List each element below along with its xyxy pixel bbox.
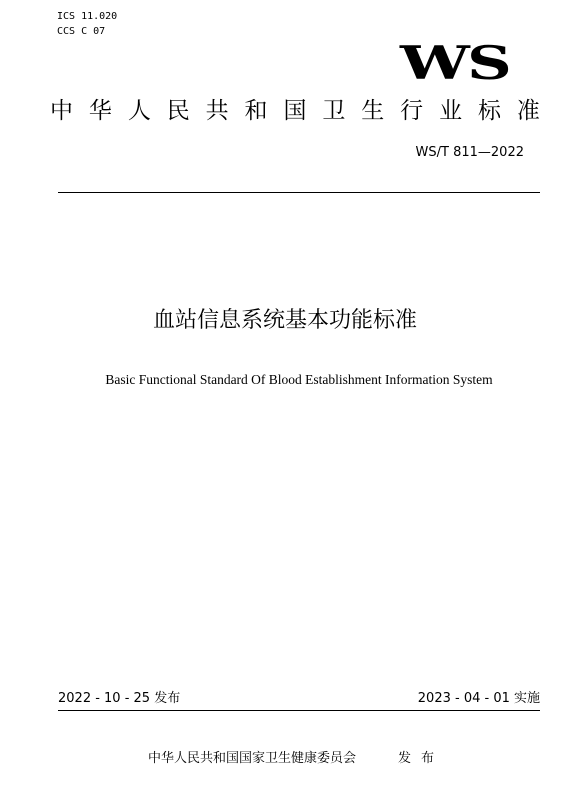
org-title-char: 华 [88, 98, 112, 124]
ccs-code: CCS C 07 [57, 26, 106, 37]
org-title-char: 中 [50, 98, 73, 124]
standard-title-english: Basic Functional Standard Of Blood Establishment Information System [105, 372, 493, 387]
standard-title-chinese: 血站信息系统基本功能标准 [152, 308, 417, 333]
top-divider [58, 192, 540, 193]
org-title-char: 准 [516, 98, 540, 124]
org-title-char: 卫 [322, 98, 346, 124]
org-title-char: 和 [244, 98, 268, 124]
ws-logo: WS [400, 36, 510, 90]
org-title-char: 业 [439, 98, 463, 124]
org-title-char: 人 [127, 98, 151, 124]
org-title-char: 行 [400, 98, 424, 124]
publish-label: 发布 [398, 751, 445, 766]
org-title-char: 共 [205, 98, 229, 124]
ics-code: ICS 11.020 [57, 11, 118, 22]
org-title-char: 民 [166, 98, 190, 124]
org-title-char: 生 [361, 98, 385, 124]
org-title-char: 标 [477, 98, 501, 124]
issue-date: 2022 - 10 - 25 发布 [58, 691, 181, 706]
industry-standard-title [50, 95, 540, 127]
bottom-divider [58, 710, 540, 711]
org-title-char: 国 [283, 98, 307, 124]
implementation-date: 2023 - 04 - 01 实施 [417, 691, 540, 706]
standard-number: WS/T 811—2022 [415, 145, 524, 160]
publisher-name: 中华人民共和国国家卫生健康委员会 [148, 751, 357, 766]
